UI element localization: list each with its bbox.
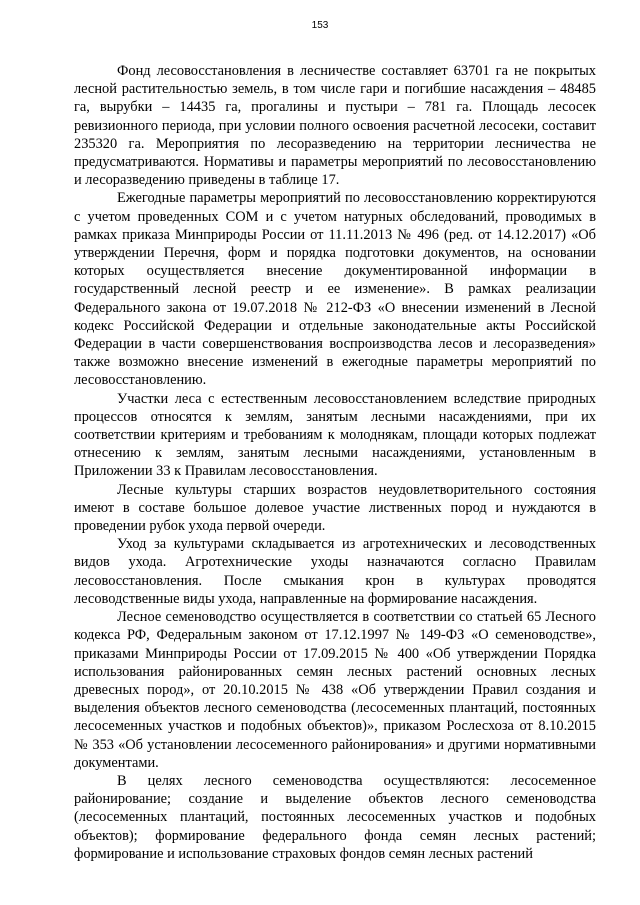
paragraph: Фонд лесовосстановления в лесничестве составляет 63701 га не покрытых лесной растительностью земель, в том числе гари и погибшие насаждения – 48485 га, вырубки – 14435 га, прогалины и пустыри – 781 га. Площадь лесосек ревизионного периода, при условии полного освоения расчетной лесосеки, составит 235320 га. Мероприятия по лесоразведению на территории лесничества не предусматриваются. Нормативы и параметры мероприятий по лесовосстановлению и лесоразведению приведены в таблице 17. bbox=[74, 63, 596, 189]
paragraph: Лесные культуры старших возрастов неудовлетворительного состояния имеют в составе большое долевое участие лиственных пород и нуждаются в проведении рубок ухода первой очереди. bbox=[74, 481, 596, 535]
paragraph: Ежегодные параметры мероприятий по лесовосстановлению корректируются с учетом проведенных СОМ и с учетом натурных обследований, проводимых в рамках приказа Минприроды России от 11.11.2013 № 496 (ред. от 14.12.2017) «Об утверждении Перечня, форм и порядка подготовки документов, на основании которых осуществляется внесение документированной информации в государственный лесной реестр и ее изменение». В рамках реализации Федерального закона от 19.07.2018 № 212-ФЗ «О внесении изменений в Лесной кодекс Российской Федерации и отдельные законодательные акты Российской Федерации в части совершенствования воспроизводства лесов и лесоразведения» также возможно внесение изменений в ежегодные параметры мероприятий по лесовосстановлению. bbox=[74, 190, 596, 389]
paragraph: Участки леса с естественным лесовосстановлением вследствие природных процессов относятся к землям, занятым лесными насаждениями, при их соответствии критериям и требованиям к молоднякам, площади которых подлежат отнесению к землям, занятым лесными насаждениями, установленным в Приложении 33 к Правилам лесовосстановления. bbox=[74, 390, 596, 480]
page-number: 153 bbox=[311, 20, 329, 31]
body-text bbox=[74, 62, 596, 863]
paragraph: В целях лесного семеноводства осуществляются: лесосеменное районирование; создание и выделение объектов лесного семеноводства (лесосеменных плантаций, постоянных лесосеменных участков и подобных объектов); формирование федерального фонда семян лесных растений; формирование и использование страховых фондов семян лесных растений bbox=[74, 772, 596, 862]
paragraph: Уход за культурами складывается из агротехнических и лесоводственных видов ухода. Агротехнические уходы назначаются согласно Правилам лесовосстановления. После смыкания крон в культурах проводятся лесоводственные виды ухода, направленные на формирование насаждения. bbox=[74, 536, 596, 607]
paragraph: Лесное семеноводство осуществляется в соответствии со статьей 65 Лесного кодекса РФ, Федеральным законом от 17.12.1997 № 149-ФЗ «О семеноводстве», приказами Минприроды России от 17.09.2015 № 400 «Об утверждении Порядка использования районированных семян лесных растений основных лесных древесных пород», от 20.10.2015 № 438 «Об утверждении Правил создания и выделения объектов лесного семеноводства (лесосеменных плантаций, постоянных лесосеменных участков и подобных объектов)», приказом Рослесхоза от 8.10.2015 № 353 «Об установлении лесосеменного районирования» и другими нормативными документами. bbox=[74, 609, 596, 771]
